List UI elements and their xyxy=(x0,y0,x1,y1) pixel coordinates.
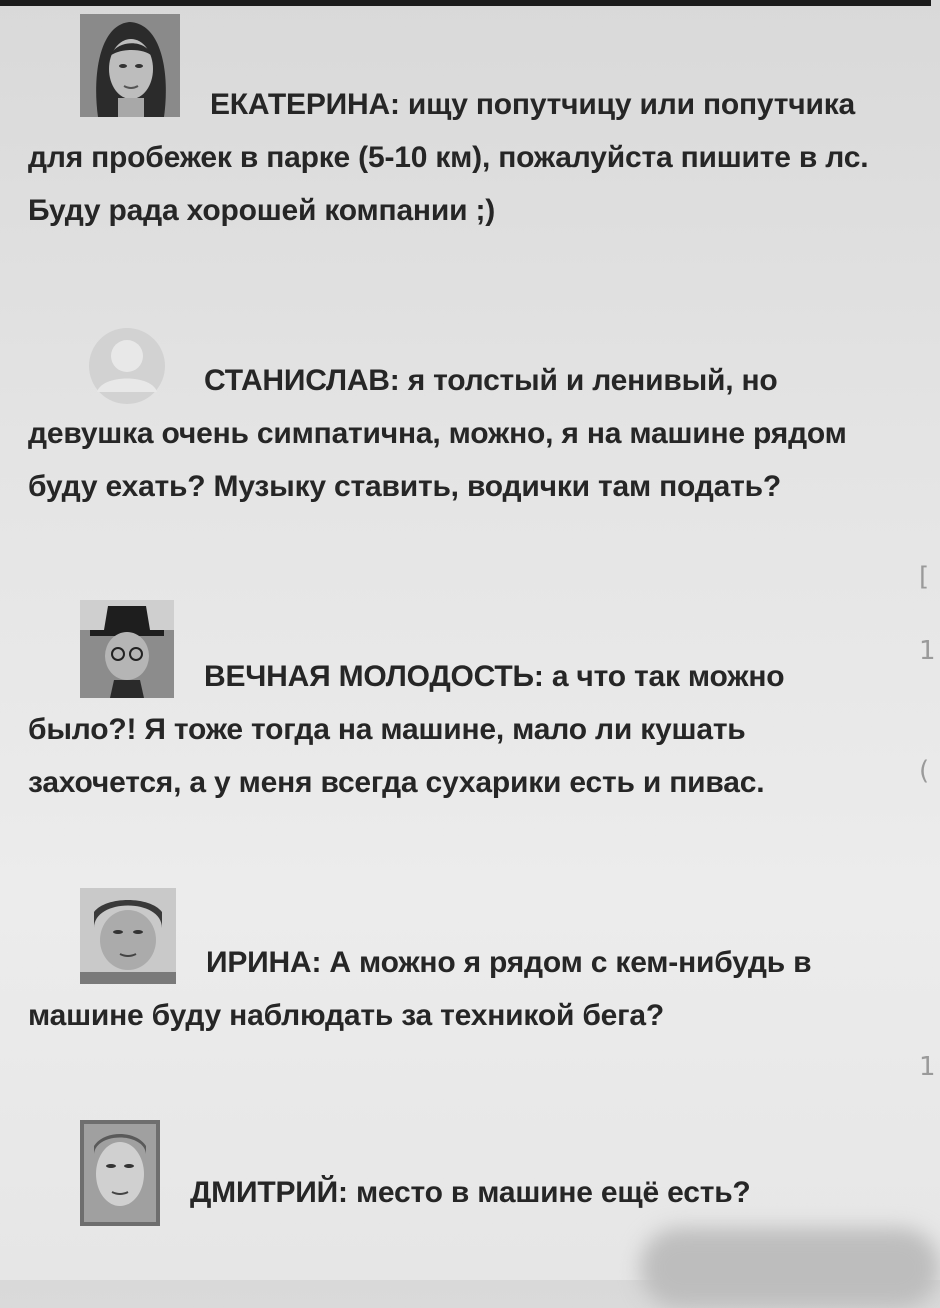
side-edge-mark: 1 xyxy=(919,636,936,666)
comment-post xyxy=(28,600,888,809)
post-body: А можно я рядом с кем-нибудь в машине буду наблюдать за техникой бега? xyxy=(28,946,812,1032)
post-author: СТАНИСЛАВ : xyxy=(204,364,408,397)
comment-post xyxy=(38,1120,888,1226)
side-edge-mark: ( xyxy=(919,756,930,786)
woman-portrait-icon[interactable] xyxy=(80,14,180,117)
comment-post xyxy=(28,14,888,237)
post-body: ищу попутчицу или попутчика для пробежек в парке (5-10 км), пожалуйста пишите в лс. Буду рада хорошей компании ;) xyxy=(28,88,869,227)
post-author: ИРИНА : xyxy=(206,946,329,979)
blurred-overlay xyxy=(640,1228,940,1308)
post-author: ДМИТРИЙ : xyxy=(190,1176,356,1209)
post-body: я толстый и ленивый, но девушка очень симпатична, можно, я на машине рядом буду ехать? Музыку ставить, водички там подать? xyxy=(28,364,847,503)
post-author: ЕКАТЕРИНА : xyxy=(210,88,408,121)
comment-post xyxy=(28,888,888,1042)
man-portrait-icon[interactable] xyxy=(80,1120,160,1226)
person-portrait-icon[interactable] xyxy=(80,888,176,984)
post-body: а что так можно было?! Я тоже тогда на машине, мало ли кушать захочется, а у меня всегда сухарики есть и пивас. xyxy=(28,660,785,799)
comment-post xyxy=(28,326,888,513)
man-in-hat-portrait-icon[interactable] xyxy=(80,600,174,698)
post-author: ВЕЧНАЯ МОЛОДОСТЬ : xyxy=(204,660,552,693)
side-edge-mark: 1 xyxy=(919,1052,936,1082)
post-body: место в машине ещё есть? xyxy=(355,1176,751,1209)
default-user-icon[interactable] xyxy=(80,326,174,392)
side-edge-mark: [ xyxy=(919,562,930,592)
